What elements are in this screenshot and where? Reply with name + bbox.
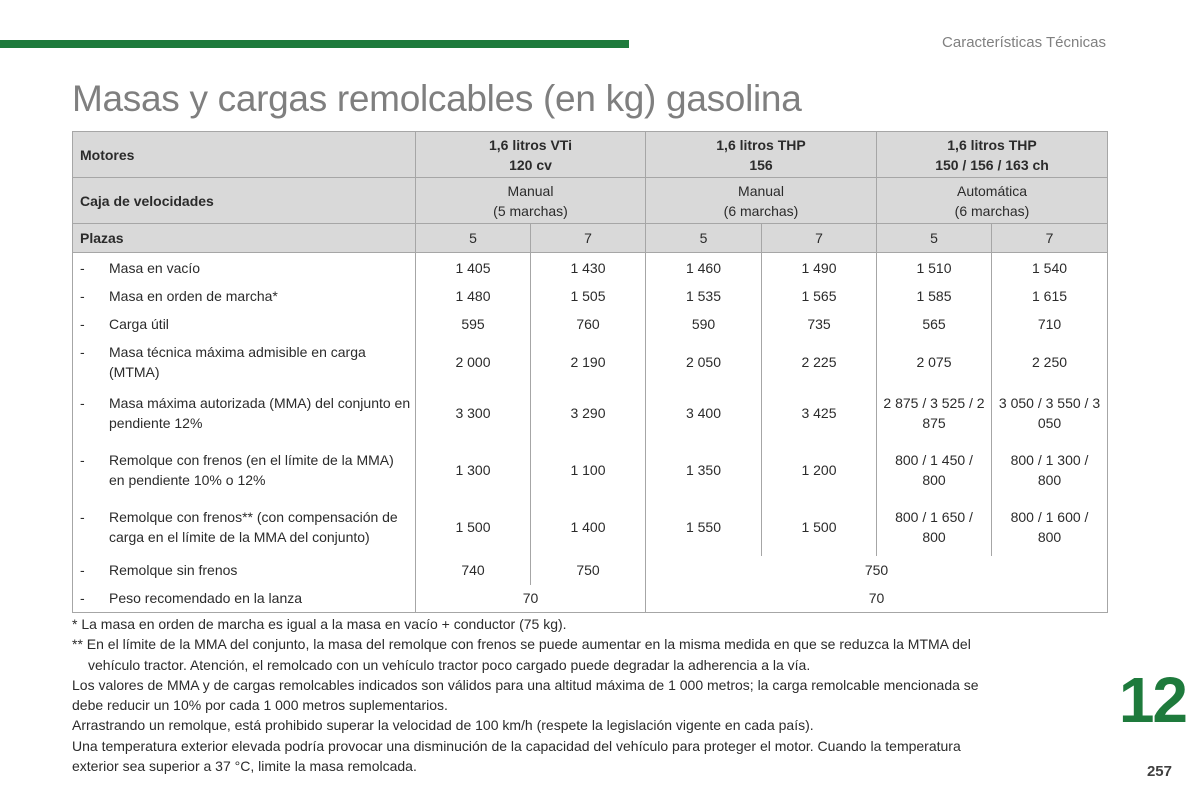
plazas-cell: 7 — [992, 224, 1108, 253]
row-label: - Remolque con frenos (en el límite de la MMA) en pendiente 10% o 12% — [73, 442, 416, 499]
value-cell: 3 400 — [646, 385, 762, 442]
speed-note: Arrastrando un remolque, está prohibido superar la velocidad de 100 km/h (respete la legislación vigente en cada país). — [72, 717, 814, 734]
weights-table — [72, 131, 1108, 613]
table-row — [73, 499, 1108, 556]
plazas-cell: 5 — [416, 224, 531, 253]
footnotes — [72, 614, 1092, 776]
plazas-cell: 5 — [646, 224, 762, 253]
value-cell: 1 505 — [531, 282, 646, 310]
temperature-note-cont: exterior sea superior a 37 °C, limite la masa remolcada. — [72, 758, 417, 775]
value-cell: 1 460 — [646, 253, 762, 282]
value-cell: 1 200 — [762, 442, 877, 499]
altitude-note: Los valores de MMA y de cargas remolcables indicados son válidos para una altitud máxima de 1 000 metros; la carga remolcable mencionada se — [72, 676, 979, 693]
value-cell: 1 490 — [762, 253, 877, 282]
value-cell: 1 405 — [416, 253, 531, 282]
value-cell: 2 875 / 3 525 / 2 875 — [877, 385, 992, 442]
motors-header-row — [73, 132, 1108, 178]
table-row — [73, 339, 1108, 385]
table-row — [73, 253, 1108, 282]
altitude-note-cont: debe reducir un 10% por cada 1 000 metros suplementarios. — [72, 697, 448, 714]
merged-value-cell: 70 — [646, 585, 1108, 613]
value-cell: 1 350 — [646, 442, 762, 499]
row-label: - Remolque sin frenos — [73, 556, 416, 585]
motor-cell: 1,6 litros VTi 120 cv — [416, 132, 646, 178]
value-cell: 1 480 — [416, 282, 531, 310]
top-accent-bar — [0, 40, 629, 48]
value-cell: 2 075 — [877, 339, 992, 385]
value-cell: 2 225 — [762, 339, 877, 385]
merged-value-cell: 70 — [416, 585, 646, 613]
table-row — [73, 282, 1108, 310]
value-cell: 710 — [992, 310, 1108, 339]
value-cell: 1 585 — [877, 282, 992, 310]
value-cell: 760 — [531, 310, 646, 339]
table-row — [73, 442, 1108, 499]
row-label: - Masa técnica máxima admisible en carga (MTMA) — [73, 339, 416, 385]
value-cell: 1 565 — [762, 282, 877, 310]
gearbox-cell: Automática (6 marchas) — [877, 178, 1108, 224]
plazas-cell: 7 — [531, 224, 646, 253]
value-cell: 2 000 — [416, 339, 531, 385]
value-cell: 800 / 1 300 / 800 — [992, 442, 1108, 499]
value-cell: 1 500 — [762, 499, 877, 556]
plazas-cell: 7 — [762, 224, 877, 253]
value-cell: 2 250 — [992, 339, 1108, 385]
value-cell: 735 — [762, 310, 877, 339]
value-cell: 1 430 — [531, 253, 646, 282]
value-cell: 1 300 — [416, 442, 531, 499]
value-cell: 2 190 — [531, 339, 646, 385]
value-cell: 3 425 — [762, 385, 877, 442]
footnote-star: * La masa en orden de marcha es igual a la masa en vacío + conductor (75 kg). — [72, 616, 567, 632]
row-label: - Masa en orden de marcha* — [73, 282, 416, 310]
value-cell: 800 / 1 650 / 800 — [877, 499, 992, 556]
value-cell: 3 290 — [531, 385, 646, 442]
value-cell: 800 / 1 600 / 800 — [992, 499, 1108, 556]
value-cell: 1 550 — [646, 499, 762, 556]
plazas-cell: 5 — [877, 224, 992, 253]
value-cell: 3 050 / 3 550 / 3 050 — [992, 385, 1108, 442]
motor-cell: 1,6 litros THP 156 — [646, 132, 877, 178]
value-cell: 1 540 — [992, 253, 1108, 282]
table-row — [73, 556, 1108, 585]
value-cell: 1 615 — [992, 282, 1108, 310]
value-cell: 2 050 — [646, 339, 762, 385]
table-row — [73, 310, 1108, 339]
motores-label: Motores — [73, 132, 416, 178]
value-cell: 750 — [531, 556, 646, 585]
motor-cell: 1,6 litros THP 150 / 156 / 163 ch — [877, 132, 1108, 178]
table-row — [73, 385, 1108, 442]
value-cell: 740 — [416, 556, 531, 585]
merged-value-cell: 750 — [646, 556, 1108, 585]
gearbox-header-row — [73, 178, 1108, 224]
value-cell: 1 100 — [531, 442, 646, 499]
page-title: Masas y cargas remolcables (en kg) gasolina — [72, 78, 802, 119]
table-row — [73, 585, 1108, 613]
value-cell: 800 / 1 450 / 800 — [877, 442, 992, 499]
value-cell: 1 510 — [877, 253, 992, 282]
gearbox-cell: Manual (5 marchas) — [416, 178, 646, 224]
footnote-double-star-cont: vehículo tractor. Atención, el remolcado con un vehículo tractor poco cargado puede degradar la adherencia a la vía. — [88, 656, 811, 673]
plazas-header-row — [73, 224, 1108, 253]
row-label: - Carga útil — [73, 310, 416, 339]
gearbox-cell: Manual (6 marchas) — [646, 178, 877, 224]
temperature-note: Una temperatura exterior elevada podría provocar una disminución de la capacidad del vehículo para proteger el motor. Cuando la temperatura — [72, 737, 961, 754]
plazas-label: Plazas — [73, 224, 416, 253]
value-cell: 1 500 — [416, 499, 531, 556]
section-header: Características Técnicas — [942, 34, 1106, 51]
chapter-number: 12 — [1118, 664, 1186, 736]
row-label: - Peso recomendado en la lanza — [73, 585, 416, 613]
row-label: - Remolque con frenos** (con compensación de carga en el límite de la MMA del conjunto) — [73, 499, 416, 556]
row-label: - Masa máxima autorizada (MMA) del conjunto en pendiente 12% — [73, 385, 416, 442]
caja-label: Caja de velocidades — [73, 178, 416, 224]
value-cell: 565 — [877, 310, 992, 339]
value-cell: 1 535 — [646, 282, 762, 310]
footnote-double-star: ** En el límite de la MMA del conjunto, la masa del remolque con frenos se puede aumentar en la misma medida en que se reduzca la MTMA del — [72, 636, 971, 653]
value-cell: 595 — [416, 310, 531, 339]
page-number: 257 — [1146, 763, 1172, 780]
value-cell: 1 400 — [531, 499, 646, 556]
value-cell: 3 300 — [416, 385, 531, 442]
row-label: - Masa en vacío — [73, 253, 416, 282]
value-cell: 590 — [646, 310, 762, 339]
